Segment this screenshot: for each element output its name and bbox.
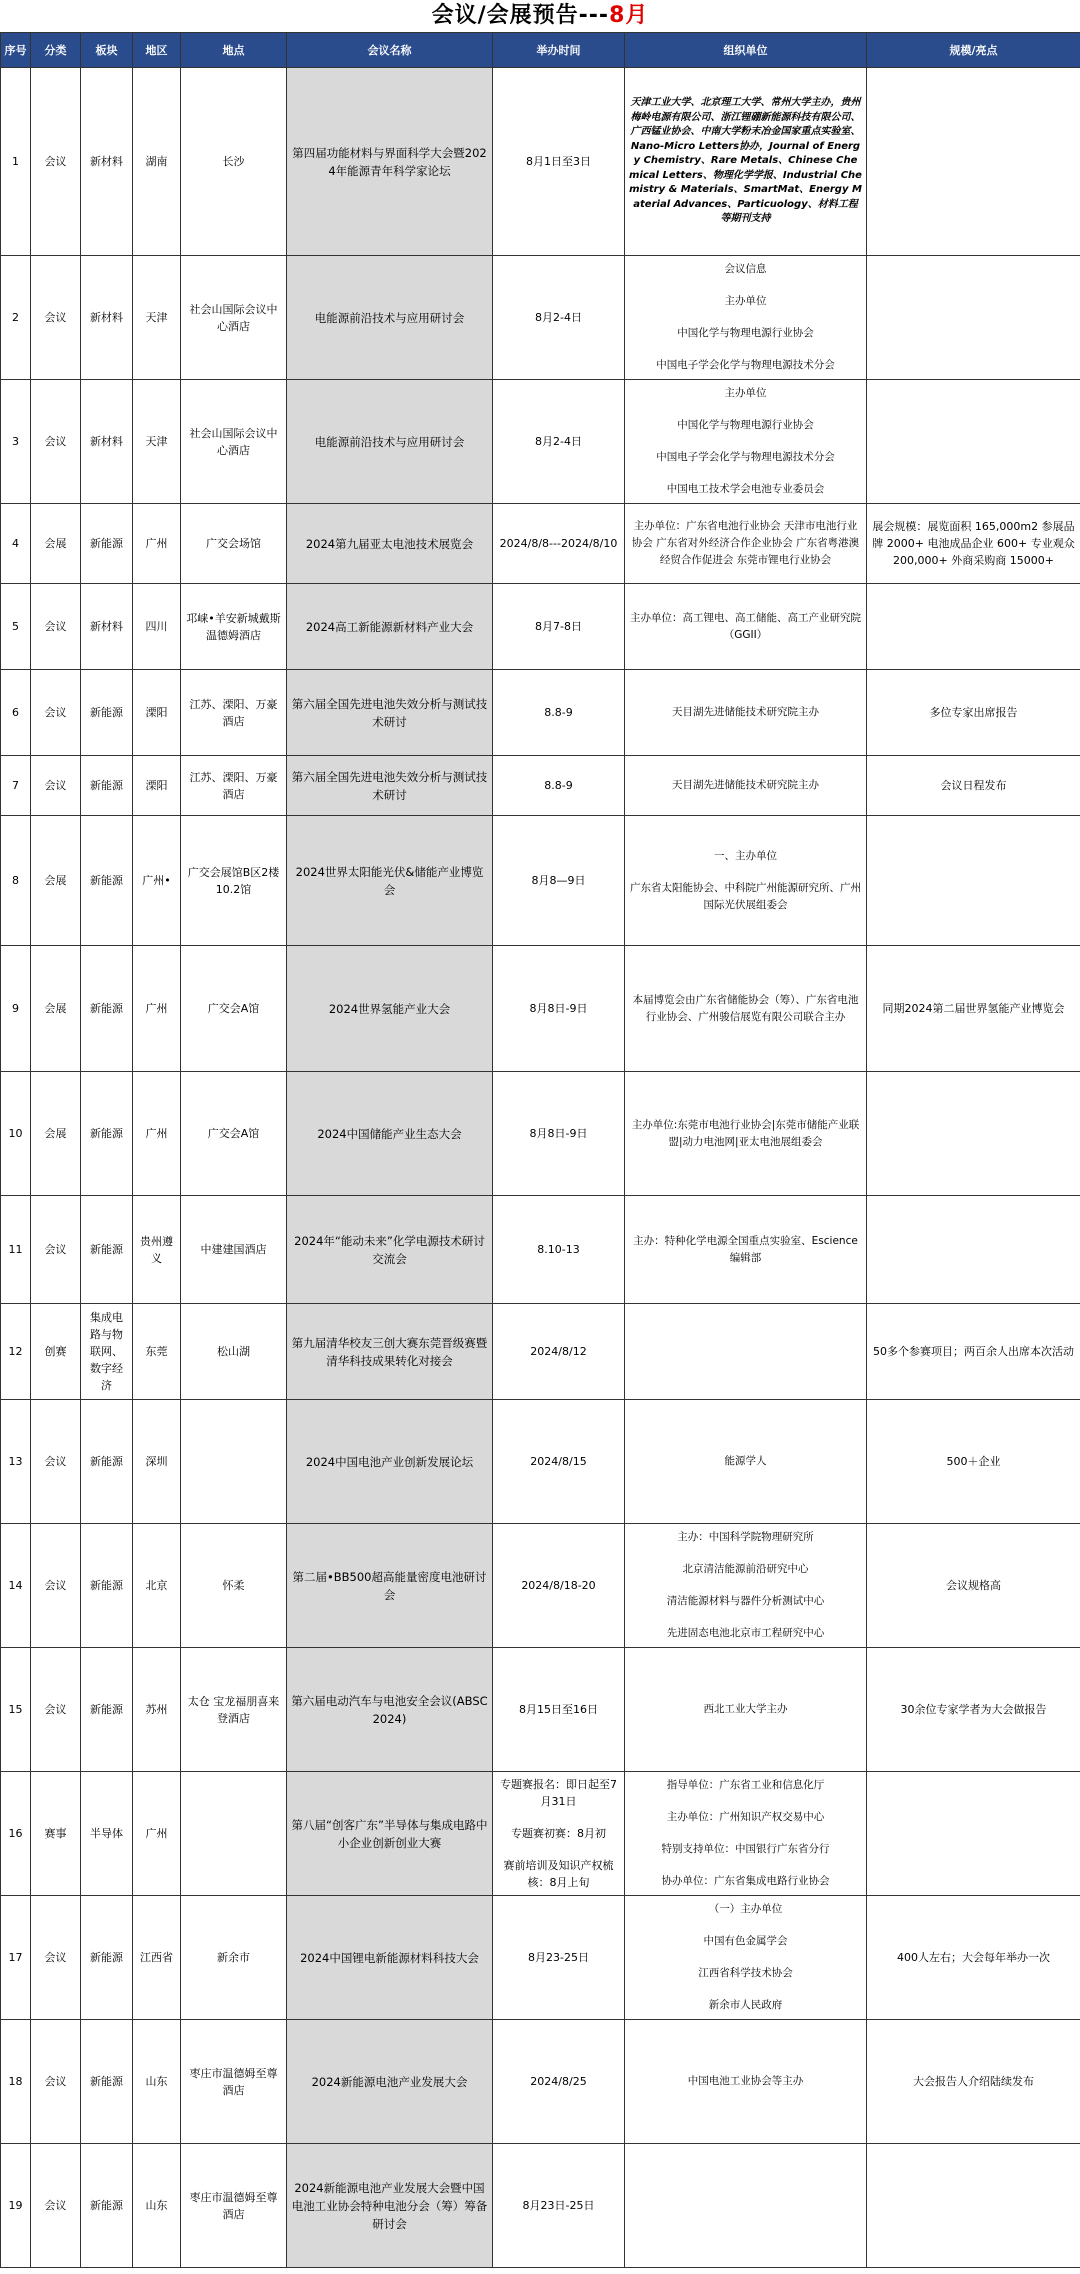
row-type: 会议: [31, 756, 81, 816]
row-venue: 太仓 宝龙福朋喜来登酒店: [181, 1648, 287, 1772]
row-name: 2024世界氢能产业大会: [287, 946, 493, 1072]
org-line: 本届博览会由广东省储能协会（筹）、广东省电池行业协会、广州骏信展览有限公司联合主办: [632, 993, 859, 1023]
table-row: [1, 1400, 1080, 1524]
org-line: 天目湖先进储能技术研究院主办: [672, 779, 819, 791]
row-venue: [181, 1772, 287, 1896]
row-venue: 枣庄市温德姆至尊酒店: [181, 2020, 287, 2144]
row-sector: 新能源: [81, 1196, 133, 1304]
org-line: 主办单位：广东省电池行业协会 天津市电池行业协会 广东省对外经济合作企业协会 广东省粤港澳经贸合作促进会 东莞市锂电行业协会: [631, 520, 860, 566]
row-type: 会议: [31, 1648, 81, 1772]
row-no: 18: [1, 2020, 31, 2144]
row-type: 会议: [31, 584, 81, 670]
table-row: [1, 1772, 1080, 1896]
row-time: 8月15日至16日: [493, 1648, 625, 1772]
row-org: [625, 756, 867, 816]
row-venue: 枣庄市温德姆至尊酒店: [181, 2144, 287, 2268]
row-sector: 新材料: [81, 584, 133, 670]
org-line: 中国化学与物理电源行业协会: [677, 419, 814, 431]
org-line: 中国化学与物理电源行业协会: [677, 327, 814, 339]
row-region: 东莞: [133, 1304, 181, 1400]
row-name: 2024中国储能产业生态大会: [287, 1072, 493, 1196]
header-org: 组织单位: [625, 33, 867, 68]
row-sector: 新能源: [81, 670, 133, 756]
table-row: [1, 256, 1080, 380]
row-time: 2024/8/12: [493, 1304, 625, 1400]
row-time: 2024/8/25: [493, 2020, 625, 2144]
table-row: [1, 584, 1080, 670]
row-no: 13: [1, 1400, 31, 1524]
row-highlight: [867, 256, 1080, 380]
row-region: 广州: [133, 504, 181, 584]
header-time: 举办时间: [493, 33, 625, 68]
row-org: [625, 1304, 867, 1400]
row-sector: 新能源: [81, 946, 133, 1072]
row-venue: 江苏、溧阳、万豪酒店: [181, 756, 287, 816]
row-sector: 新能源: [81, 504, 133, 584]
row-sector: 新能源: [81, 756, 133, 816]
row-time: 2024/8/18-20: [493, 1524, 625, 1648]
table-row: [1, 504, 1080, 584]
row-time: 8月8日-9日: [493, 1072, 625, 1196]
table-row: [1, 2144, 1080, 2268]
row-no: 2: [1, 256, 31, 380]
org-line: 中国电子学会化学与物理电源技术分会: [656, 359, 835, 371]
row-time: 8.8-9: [493, 670, 625, 756]
table-row: [1, 1072, 1080, 1196]
row-region: 四川: [133, 584, 181, 670]
row-type: 会议: [31, 380, 81, 504]
row-region: 苏州: [133, 1648, 181, 1772]
org-line: 主办单位: [724, 387, 767, 399]
org-line: 协办单位：广东省集成电路行业协会: [661, 1875, 830, 1887]
row-region: 天津: [133, 380, 181, 504]
org-line: 新余市人民政府: [708, 1999, 783, 2011]
row-no: 9: [1, 946, 31, 1072]
org-line: 广东省太阳能协会、中科院广州能源研究所、广州国际光伏展组委会: [630, 881, 861, 911]
row-sector: 新材料: [81, 68, 133, 256]
org-line: 先进固态电池北京市工程研究中心: [666, 1627, 825, 1639]
row-name: 电能源前沿技术与应用研讨会: [287, 256, 493, 380]
row-type: 赛事: [31, 1772, 81, 1896]
row-sector: 新能源: [81, 1400, 133, 1524]
org-line: 一、主办单位: [714, 849, 777, 862]
row-sector: 新能源: [81, 1072, 133, 1196]
row-type: 会议: [31, 1896, 81, 2020]
row-region: 山东: [133, 2144, 181, 2268]
row-region: 山东: [133, 2020, 181, 2144]
row-highlight: [867, 68, 1080, 256]
org-line: 中国电池工业协会等主办: [687, 2075, 804, 2087]
row-venue: 江苏、溧阳、万豪酒店: [181, 670, 287, 756]
row-time: 2024/8/15: [493, 1400, 625, 1524]
row-highlight: 同期2024第二届世界氢能产业博览会: [867, 946, 1080, 1072]
row-highlight: 会议日程发布: [867, 756, 1080, 816]
org-line: 天津工业大学、北京理工大学、常州大学主办，贵州梅岭电源有限公司、浙江锂硼新能源科技有限公司、广西锰业协会、中南大学粉末冶金国家重点实验室、Nano-Micro Letters协办，Journal of Energy Chemistry、Rare Metals、Chinese Chemical Letters、物理化学学报、Industrial Chemistry & Materials、SmartMat、Energy Material Advances、Particuology、材料工程等期刊支持: [629, 97, 862, 225]
row-org: [625, 2144, 867, 2268]
row-sector: 新能源: [81, 2144, 133, 2268]
header-type: 分类: [31, 33, 81, 68]
row-highlight: 大会报告人介绍陆续发布: [867, 2020, 1080, 2144]
row-no: 14: [1, 1524, 31, 1648]
row-no: 7: [1, 756, 31, 816]
row-sector: 新能源: [81, 2020, 133, 2144]
row-org: [625, 1896, 867, 2020]
row-name: 第六届电动汽车与电池安全会议(ABSC 2024): [287, 1648, 493, 1772]
header-no: 序号: [1, 33, 31, 68]
row-type: 会议: [31, 1400, 81, 1524]
row-no: 19: [1, 2144, 31, 2268]
row-no: 1: [1, 68, 31, 256]
row-highlight: 会议规格高: [867, 1524, 1080, 1648]
row-venue: 广交会展馆B区2楼10.2馆: [181, 816, 287, 946]
row-org: [625, 584, 867, 670]
table-row: [1, 670, 1080, 756]
row-highlight: [867, 1772, 1080, 1896]
table-row: [1, 68, 1080, 256]
row-time: 8.8-9: [493, 756, 625, 816]
row-time: 8月23-25日: [493, 1896, 625, 2020]
row-venue: 中建建国酒店: [181, 1196, 287, 1304]
org-line: 特别支持单位：中国银行广东省分行: [661, 1843, 830, 1855]
table-row: [1, 1196, 1080, 1304]
table-row: [1, 1648, 1080, 1772]
row-org: [625, 68, 867, 256]
row-region: 广州•: [133, 816, 181, 946]
row-time: 8月23日-25日: [493, 2144, 625, 2268]
row-type: 会议: [31, 68, 81, 256]
row-time: 8月2-4日: [493, 380, 625, 504]
time-line: 专题赛初赛：8月初: [511, 1827, 606, 1840]
row-highlight: 30余位专家学者为大会做报告: [867, 1648, 1080, 1772]
org-line: 中国有色金属学会: [703, 1935, 788, 1947]
org-line: 西北工业大学主办: [703, 1703, 788, 1715]
row-type: 会展: [31, 504, 81, 584]
row-org: [625, 1772, 867, 1896]
table-row: [1, 1896, 1080, 2020]
row-venue: 怀柔: [181, 1524, 287, 1648]
row-name: 2024新能源电池产业发展大会暨中国电池工业协会特种电池分会（筹）筹备研讨会: [287, 2144, 493, 2268]
row-highlight: [867, 380, 1080, 504]
table-row: [1, 380, 1080, 504]
table-row: [1, 816, 1080, 946]
row-sector: 新能源: [81, 816, 133, 946]
org-line: 天目湖先进储能技术研究院主办: [672, 706, 819, 718]
row-sector: 新能源: [81, 1648, 133, 1772]
row-name: 2024高工新能源新材料产业大会: [287, 584, 493, 670]
table-row: [1, 2020, 1080, 2144]
row-org: [625, 1196, 867, 1304]
row-venue: 社会山国际会议中心酒店: [181, 380, 287, 504]
header-name: 会议名称: [287, 33, 493, 68]
row-type: 会议: [31, 670, 81, 756]
row-highlight: 50多个参赛项目；两百余人出席本次活动: [867, 1304, 1080, 1400]
row-time: 8月8—9日: [493, 816, 625, 946]
row-time: 8月8日-9日: [493, 946, 625, 1072]
org-line: 中国电子学会化学与物理电源技术分会: [656, 451, 835, 463]
row-venue: 广交会场馆: [181, 504, 287, 584]
row-org: [625, 256, 867, 380]
row-highlight: [867, 816, 1080, 946]
row-time: 8月7-8日: [493, 584, 625, 670]
time-line: 赛前培训及知识产权梳核：8月上旬: [503, 1859, 614, 1889]
org-line: 主办单位:东莞市电池行业协会|东莞市储能产业联盟|动力电池网|亚太电池展组委会: [631, 1118, 860, 1148]
row-venue: 长沙: [181, 68, 287, 256]
row-highlight: 展会规模：展览面积 165,000m2 参展品牌 2000+ 电池成品企业 600+ 专业观众 200,000+ 外商采购商 15000+: [867, 504, 1080, 584]
row-venue: 新余市: [181, 1896, 287, 2020]
row-highlight: [867, 1196, 1080, 1304]
header-region: 地区: [133, 33, 181, 68]
row-region: 湖南: [133, 68, 181, 256]
org-line: 能源学人: [724, 1455, 767, 1467]
row-sector: 半导体: [81, 1772, 133, 1896]
row-type: 会议: [31, 2020, 81, 2144]
row-time: 8.10-13: [493, 1196, 625, 1304]
row-region: 贵州遵义: [133, 1196, 181, 1304]
row-highlight: [867, 584, 1080, 670]
event-table: [0, 32, 1080, 2268]
table-row: [1, 1304, 1080, 1400]
row-name: 2024新能源电池产业发展大会: [287, 2020, 493, 2144]
row-region: 广州: [133, 1772, 181, 1896]
row-name: 2024世界太阳能光伏&储能产业博览会: [287, 816, 493, 946]
table-row: [1, 756, 1080, 816]
row-sector: 新材料: [81, 380, 133, 504]
row-highlight: 500＋企业: [867, 1400, 1080, 1524]
row-no: 12: [1, 1304, 31, 1400]
row-no: 5: [1, 584, 31, 670]
row-region: 广州: [133, 1072, 181, 1196]
row-no: 3: [1, 380, 31, 504]
row-type: 创赛: [31, 1304, 81, 1400]
header-venue: 地点: [181, 33, 287, 68]
row-name: 第六届全国先进电池失效分析与测试技术研讨: [287, 670, 493, 756]
org-line: （一）主办单位: [708, 1903, 783, 1915]
row-region: 广州: [133, 946, 181, 1072]
row-region: 溧阳: [133, 670, 181, 756]
row-name: 2024第九届亚太电池技术展览会: [287, 504, 493, 584]
row-org: [625, 816, 867, 946]
row-type: 会议: [31, 1196, 81, 1304]
org-line: 清洁能源材料与器件分析测试中心: [666, 1595, 825, 1607]
row-no: 11: [1, 1196, 31, 1304]
row-org: [625, 1072, 867, 1196]
row-no: 10: [1, 1072, 31, 1196]
row-sector: 集成电路与物联网、数字经济: [81, 1304, 133, 1400]
org-line: 主办单位: [724, 295, 767, 307]
row-no: 16: [1, 1772, 31, 1896]
row-time: 8月1日至3日: [493, 68, 625, 256]
row-region: 江西省: [133, 1896, 181, 2020]
row-type: 会议: [31, 2144, 81, 2268]
header-highlight: 规模/亮点: [867, 33, 1080, 68]
org-line: 主办：中国科学院物理研究所: [677, 1531, 814, 1543]
time-line: 专题赛报名：即日起至7月31日: [500, 1778, 617, 1808]
table-header-row: [1, 33, 1080, 68]
row-org: [625, 946, 867, 1072]
row-name: 第九届清华校友三创大赛东莞晋级赛暨清华科技成果转化对接会: [287, 1304, 493, 1400]
row-no: 4: [1, 504, 31, 584]
title-main: 会议/会展预告---: [431, 3, 610, 28]
row-org: [625, 504, 867, 584]
row-type: 会议: [31, 256, 81, 380]
row-name: 2024年“能动未来”化学电源技术研讨交流会: [287, 1196, 493, 1304]
row-region: 深圳: [133, 1400, 181, 1524]
table-row: [1, 946, 1080, 1072]
row-time: 2024/8/8---2024/8/10: [493, 504, 625, 584]
org-line: 主办单位：高工锂电、高工储能、高工产业研究院（GGII）: [630, 611, 861, 641]
row-name: 2024中国电池产业创新发展论坛: [287, 1400, 493, 1524]
row-venue: 广交会A馆: [181, 946, 287, 1072]
row-type: 会议: [31, 1524, 81, 1648]
row-org: [625, 1400, 867, 1524]
row-region: 溧阳: [133, 756, 181, 816]
row-time: [493, 1772, 625, 1896]
row-highlight: 400人左右；大会每年举办一次: [867, 1896, 1080, 2020]
row-name: 2024中国锂电新能源材料科技大会: [287, 1896, 493, 2020]
row-org: [625, 380, 867, 504]
row-sector: 新能源: [81, 1524, 133, 1648]
row-name: 第二届•BB500超高能量密度电池研讨会: [287, 1524, 493, 1648]
row-highlight: [867, 1072, 1080, 1196]
row-sector: 新材料: [81, 256, 133, 380]
row-org: [625, 1524, 867, 1648]
row-venue: 社会山国际会议中心酒店: [181, 256, 287, 380]
row-type: 会展: [31, 816, 81, 946]
title-month: 8月: [609, 3, 649, 28]
row-venue: 广交会A馆: [181, 1072, 287, 1196]
row-venue: 邛崃•羊安新城戴斯温德姆酒店: [181, 584, 287, 670]
org-line: 中国电工技术学会电池专业委员会: [666, 483, 825, 495]
row-no: 6: [1, 670, 31, 756]
row-org: [625, 1648, 867, 1772]
row-venue: 松山湖: [181, 1304, 287, 1400]
table-row: [1, 1524, 1080, 1648]
org-line: 会议信息: [724, 263, 767, 275]
org-line: 主办单位：广州知识产权交易中心: [666, 1811, 825, 1823]
org-line: 指导单位：广东省工业和信息化厅: [666, 1779, 825, 1791]
org-line: 北京清洁能源前沿研究中心: [682, 1563, 809, 1575]
org-line: 江西省科学技术协会: [698, 1967, 793, 1979]
row-name: 第八届“创客广东”半导体与集成电路中小企业创新创业大赛: [287, 1772, 493, 1896]
row-highlight: [867, 2144, 1080, 2268]
page-title: [0, 0, 1080, 32]
row-name: 电能源前沿技术与应用研讨会: [287, 380, 493, 504]
row-region: 北京: [133, 1524, 181, 1648]
row-region: 天津: [133, 256, 181, 380]
row-time: 8月2-4日: [493, 256, 625, 380]
row-no: 17: [1, 1896, 31, 2020]
row-org: [625, 670, 867, 756]
row-type: 会展: [31, 946, 81, 1072]
row-venue: [181, 1400, 287, 1524]
row-org: [625, 2020, 867, 2144]
header-sector: 板块: [81, 33, 133, 68]
row-highlight: 多位专家出席报告: [867, 670, 1080, 756]
row-type: 会展: [31, 1072, 81, 1196]
row-name: 第四届功能材料与界面科学大会暨2024年能源青年科学家论坛: [287, 68, 493, 256]
row-no: 15: [1, 1648, 31, 1772]
row-name: 第六届全国先进电池失效分析与测试技术研讨: [287, 756, 493, 816]
row-no: 8: [1, 816, 31, 946]
row-sector: 新能源: [81, 1896, 133, 2020]
org-line: 主办：特种化学电源全国重点实验室、Escience编辑部: [633, 1234, 858, 1264]
